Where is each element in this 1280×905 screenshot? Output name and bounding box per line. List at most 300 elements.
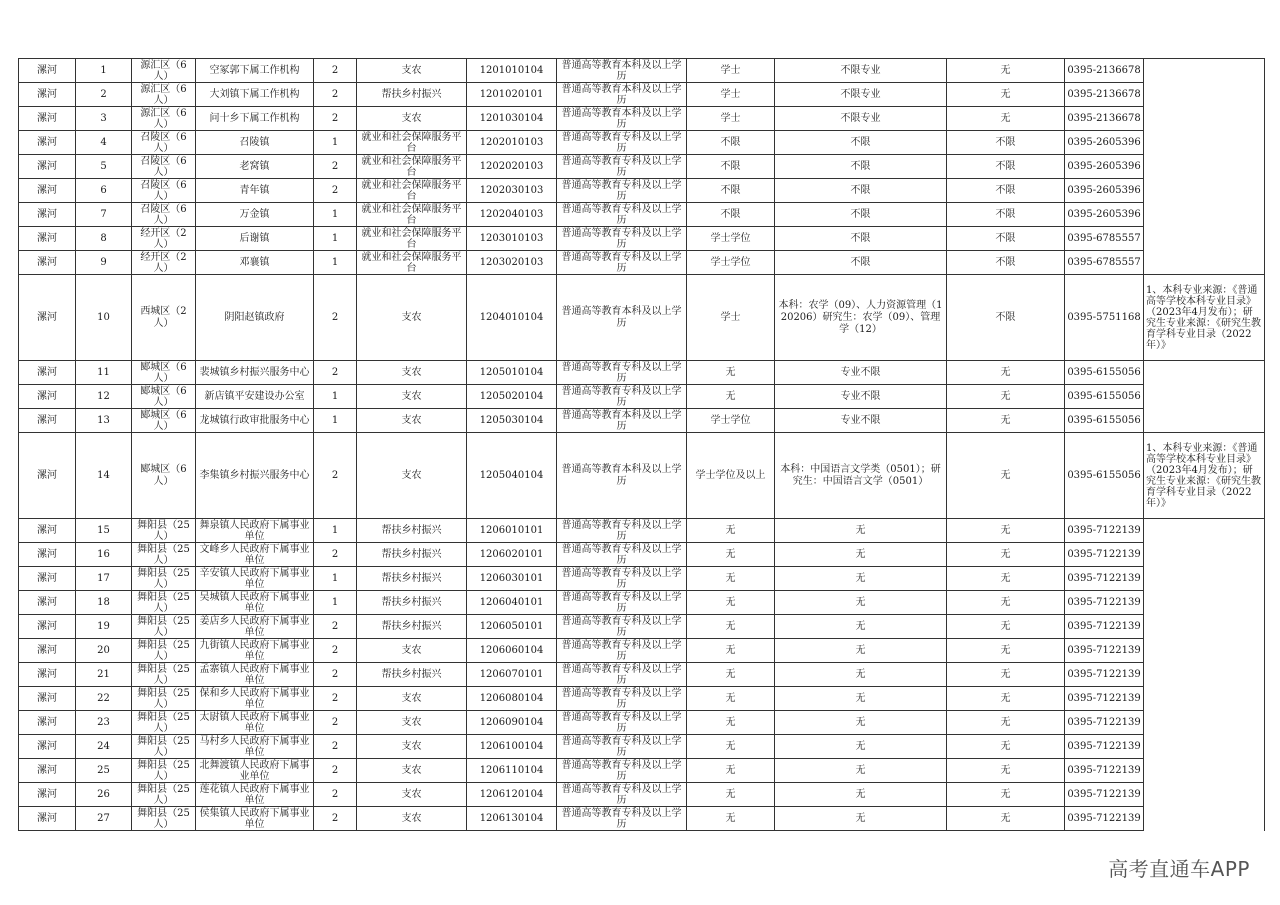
cell-education: 普通高等教育专科及以上学历	[557, 361, 687, 385]
cell-city: 漯河	[19, 663, 76, 687]
note-cell: 1、本科专业来源：《普通高等学校本科专业目录》（2023年4月发布）；研究生专业来源：《研究生教育学科专业目录（2022年）》	[1144, 275, 1265, 361]
cell-no: 15	[76, 519, 132, 543]
empty-note-cell	[1144, 107, 1265, 131]
cell-code: 1205020104	[467, 385, 557, 409]
empty-note-cell	[1144, 59, 1265, 83]
cell-unit: 空冢郭下属工作机构	[196, 59, 314, 83]
cell-count: 2	[314, 615, 357, 639]
cell-city: 漯河	[19, 275, 76, 361]
cell-major: 无	[775, 519, 947, 543]
cell-other: 不限	[947, 179, 1065, 203]
cell-phone: 0395-2136678	[1065, 59, 1144, 83]
cell-other: 无	[947, 433, 1065, 519]
cell-unit: 莲花镇人民政府下属事业单位	[196, 783, 314, 807]
cell-other: 无	[947, 807, 1065, 831]
cell-major: 不限专业	[775, 107, 947, 131]
cell-phone: 0395-7122139	[1065, 639, 1144, 663]
empty-note-cell	[1144, 131, 1265, 155]
cell-district: 郾城区（6人）	[132, 385, 196, 409]
empty-note-cell	[1144, 361, 1265, 385]
table-row	[19, 275, 1265, 361]
empty-note-cell	[1144, 203, 1265, 227]
cell-unit: 青年镇	[196, 179, 314, 203]
cell-other: 无	[947, 783, 1065, 807]
cell-education: 普通高等教育专科及以上学历	[557, 543, 687, 567]
cell-code: 1201030104	[467, 107, 557, 131]
cell-no: 13	[76, 409, 132, 433]
cell-education: 普通高等教育专科及以上学历	[557, 179, 687, 203]
cell-education: 普通高等教育专科及以上学历	[557, 155, 687, 179]
cell-phone: 0395-2605396	[1065, 155, 1144, 179]
cell-no: 7	[76, 203, 132, 227]
cell-city: 漯河	[19, 759, 76, 783]
cell-position: 帮扶乡村振兴	[357, 663, 467, 687]
cell-major: 无	[775, 687, 947, 711]
cell-code: 1202020103	[467, 155, 557, 179]
cell-other: 无	[947, 59, 1065, 83]
cell-degree: 学士学位及以上	[687, 433, 775, 519]
cell-city: 漯河	[19, 807, 76, 831]
empty-note-cell	[1144, 663, 1265, 687]
cell-city: 漯河	[19, 251, 76, 275]
cell-unit: 保和乡人民政府下属事业单位	[196, 687, 314, 711]
cell-major: 无	[775, 543, 947, 567]
cell-code: 1203020103	[467, 251, 557, 275]
cell-phone: 0395-6155056	[1065, 409, 1144, 433]
empty-note-cell	[1144, 807, 1265, 831]
cell-count: 2	[314, 179, 357, 203]
cell-district: 召陵区（6人）	[132, 203, 196, 227]
cell-city: 漯河	[19, 59, 76, 83]
cell-education: 普通高等教育本科及以上学历	[557, 107, 687, 131]
cell-code: 1205030104	[467, 409, 557, 433]
cell-position: 帮扶乡村振兴	[357, 83, 467, 107]
cell-district: 舞阳县（25人）	[132, 783, 196, 807]
cell-count: 2	[314, 807, 357, 831]
cell-degree: 无	[687, 759, 775, 783]
cell-city: 漯河	[19, 567, 76, 591]
cell-code: 1206090104	[467, 711, 557, 735]
table-row	[19, 687, 1265, 711]
cell-major: 无	[775, 711, 947, 735]
cell-no: 8	[76, 227, 132, 251]
cell-degree: 学士	[687, 83, 775, 107]
cell-city: 漯河	[19, 711, 76, 735]
cell-degree: 学士	[687, 275, 775, 361]
cell-unit: 万金镇	[196, 203, 314, 227]
cell-major: 无	[775, 663, 947, 687]
cell-count: 2	[314, 759, 357, 783]
cell-other: 无	[947, 615, 1065, 639]
cell-major: 无	[775, 759, 947, 783]
cell-code: 1202030103	[467, 179, 557, 203]
cell-education: 普通高等教育本科及以上学历	[557, 59, 687, 83]
cell-district: 舞阳县（25人）	[132, 807, 196, 831]
cell-count: 1	[314, 567, 357, 591]
cell-position: 支农	[357, 687, 467, 711]
cell-degree: 无	[687, 735, 775, 759]
cell-phone: 0395-6785557	[1065, 227, 1144, 251]
cell-unit: 召陵镇	[196, 131, 314, 155]
cell-unit: 邓襄镇	[196, 251, 314, 275]
cell-phone: 0395-7122139	[1065, 783, 1144, 807]
table-row	[19, 615, 1265, 639]
cell-count: 2	[314, 639, 357, 663]
table-row	[19, 203, 1265, 227]
cell-city: 漯河	[19, 385, 76, 409]
table-row	[19, 663, 1265, 687]
empty-note-cell	[1144, 735, 1265, 759]
cell-education: 普通高等教育专科及以上学历	[557, 385, 687, 409]
empty-note-cell	[1144, 615, 1265, 639]
empty-note-cell	[1144, 179, 1265, 203]
cell-other: 无	[947, 543, 1065, 567]
cell-position: 支农	[357, 385, 467, 409]
cell-position: 支农	[357, 361, 467, 385]
cell-degree: 无	[687, 663, 775, 687]
cell-no: 23	[76, 711, 132, 735]
cell-code: 1206070101	[467, 663, 557, 687]
cell-position: 帮扶乡村振兴	[357, 543, 467, 567]
cell-code: 1206110104	[467, 759, 557, 783]
cell-district: 舞阳县（25人）	[132, 591, 196, 615]
cell-education: 普通高等教育专科及以上学历	[557, 759, 687, 783]
cell-degree: 不限	[687, 203, 775, 227]
cell-degree: 学士学位	[687, 227, 775, 251]
cell-position: 就业和社会保障服务平台	[357, 131, 467, 155]
cell-unit: 舞泉镇人民政府下属事业单位	[196, 519, 314, 543]
cell-city: 漯河	[19, 591, 76, 615]
cell-position: 支农	[357, 759, 467, 783]
cell-unit: 李集镇乡村振兴服务中心	[196, 433, 314, 519]
cell-major: 不限专业	[775, 59, 947, 83]
cell-code: 1206120104	[467, 783, 557, 807]
cell-phone: 0395-7122139	[1065, 735, 1144, 759]
cell-major: 不限	[775, 179, 947, 203]
cell-education: 普通高等教育专科及以上学历	[557, 567, 687, 591]
cell-education: 普通高等教育专科及以上学历	[557, 711, 687, 735]
empty-note-cell	[1144, 687, 1265, 711]
table-row	[19, 759, 1265, 783]
cell-district: 舞阳县（25人）	[132, 639, 196, 663]
cell-district: 舞阳县（25人）	[132, 735, 196, 759]
cell-major: 本科：农学（09）、人力资源管理（120206）研究生：农学（09）、管理学（12）	[775, 275, 947, 361]
cell-no: 3	[76, 107, 132, 131]
cell-no: 6	[76, 179, 132, 203]
cell-district: 舞阳县（25人）	[132, 663, 196, 687]
cell-count: 1	[314, 131, 357, 155]
cell-degree: 不限	[687, 131, 775, 155]
cell-other: 不限	[947, 251, 1065, 275]
cell-degree: 无	[687, 361, 775, 385]
cell-code: 1204010104	[467, 275, 557, 361]
cell-degree: 无	[687, 519, 775, 543]
cell-other: 不限	[947, 131, 1065, 155]
cell-degree: 无	[687, 807, 775, 831]
cell-unit: 问十乡下属工作机构	[196, 107, 314, 131]
cell-code: 1202040103	[467, 203, 557, 227]
table-row	[19, 409, 1265, 433]
cell-education: 普通高等教育专科及以上学历	[557, 519, 687, 543]
cell-degree: 学士	[687, 59, 775, 83]
cell-city: 漯河	[19, 131, 76, 155]
cell-position: 就业和社会保障服务平台	[357, 203, 467, 227]
cell-position: 支农	[357, 807, 467, 831]
empty-note-cell	[1144, 409, 1265, 433]
cell-other: 无	[947, 567, 1065, 591]
cell-city: 漯河	[19, 361, 76, 385]
cell-major: 不限	[775, 155, 947, 179]
cell-position: 支农	[357, 59, 467, 83]
cell-other: 无	[947, 687, 1065, 711]
cell-no: 2	[76, 83, 132, 107]
cell-district: 舞阳县（25人）	[132, 759, 196, 783]
cell-degree: 无	[687, 567, 775, 591]
empty-note-cell	[1144, 711, 1265, 735]
cell-unit: 北舞渡镇人民政府下属事业单位	[196, 759, 314, 783]
cell-education: 普通高等教育本科及以上学历	[557, 409, 687, 433]
cell-phone: 0395-2605396	[1065, 179, 1144, 203]
cell-city: 漯河	[19, 519, 76, 543]
cell-other: 不限	[947, 275, 1065, 361]
cell-unit: 裴城镇乡村振兴服务中心	[196, 361, 314, 385]
cell-major: 不限	[775, 251, 947, 275]
cell-education: 普通高等教育专科及以上学历	[557, 251, 687, 275]
cell-position: 支农	[357, 107, 467, 131]
cell-position: 帮扶乡村振兴	[357, 591, 467, 615]
table-row	[19, 155, 1265, 179]
cell-phone: 0395-6155056	[1065, 433, 1144, 519]
cell-education: 普通高等教育本科及以上学历	[557, 83, 687, 107]
watermark: 高考直通车APP	[1108, 857, 1250, 881]
empty-note-cell	[1144, 567, 1265, 591]
cell-city: 漯河	[19, 433, 76, 519]
cell-district: 舞阳县（25人）	[132, 519, 196, 543]
cell-code: 1206020101	[467, 543, 557, 567]
cell-count: 2	[314, 711, 357, 735]
cell-no: 9	[76, 251, 132, 275]
cell-district: 召陵区（6人）	[132, 131, 196, 155]
cell-count: 1	[314, 591, 357, 615]
empty-note-cell	[1144, 155, 1265, 179]
cell-code: 1206030101	[467, 567, 557, 591]
cell-count: 2	[314, 783, 357, 807]
cell-other: 无	[947, 409, 1065, 433]
cell-degree: 无	[687, 591, 775, 615]
cell-code: 1205010104	[467, 361, 557, 385]
cell-position: 支农	[357, 783, 467, 807]
cell-other: 无	[947, 107, 1065, 131]
cell-phone: 0395-2136678	[1065, 83, 1144, 107]
cell-phone: 0395-7122139	[1065, 759, 1144, 783]
table-row	[19, 59, 1265, 83]
cell-code: 1206080104	[467, 687, 557, 711]
cell-other: 无	[947, 711, 1065, 735]
cell-other: 无	[947, 361, 1065, 385]
cell-unit: 老窝镇	[196, 155, 314, 179]
cell-no: 1	[76, 59, 132, 83]
cell-count: 1	[314, 519, 357, 543]
cell-district: 舞阳县（25人）	[132, 543, 196, 567]
cell-phone: 0395-7122139	[1065, 615, 1144, 639]
cell-degree: 无	[687, 639, 775, 663]
cell-education: 普通高等教育本科及以上学历	[557, 275, 687, 361]
cell-unit: 文峰乡人民政府下属事业单位	[196, 543, 314, 567]
cell-city: 漯河	[19, 155, 76, 179]
cell-count: 1	[314, 385, 357, 409]
cell-district: 舞阳县（25人）	[132, 711, 196, 735]
table-row	[19, 543, 1265, 567]
cell-position: 就业和社会保障服务平台	[357, 179, 467, 203]
table-row	[19, 227, 1265, 251]
cell-district: 郾城区（6人）	[132, 409, 196, 433]
cell-no: 11	[76, 361, 132, 385]
empty-note-cell	[1144, 251, 1265, 275]
cell-code: 1206050101	[467, 615, 557, 639]
table-row	[19, 639, 1265, 663]
cell-no: 21	[76, 663, 132, 687]
cell-code: 1206100104	[467, 735, 557, 759]
cell-phone: 0395-5751168	[1065, 275, 1144, 361]
cell-position: 支农	[357, 735, 467, 759]
cell-phone: 0395-6785557	[1065, 251, 1144, 275]
cell-degree: 无	[687, 543, 775, 567]
cell-district: 召陵区（6人）	[132, 155, 196, 179]
cell-education: 普通高等教育本科及以上学历	[557, 433, 687, 519]
cell-unit: 辛安镇人民政府下属事业单位	[196, 567, 314, 591]
cell-code: 1206040101	[467, 591, 557, 615]
cell-major: 不限	[775, 227, 947, 251]
table-row	[19, 131, 1265, 155]
cell-city: 漯河	[19, 687, 76, 711]
cell-other: 不限	[947, 203, 1065, 227]
cell-count: 2	[314, 83, 357, 107]
table-row	[19, 783, 1265, 807]
cell-phone: 0395-7122139	[1065, 711, 1144, 735]
cell-unit: 马村乡人民政府下属事业单位	[196, 735, 314, 759]
cell-degree: 不限	[687, 155, 775, 179]
empty-note-cell	[1144, 83, 1265, 107]
cell-city: 漯河	[19, 735, 76, 759]
cell-major: 无	[775, 591, 947, 615]
cell-code: 1201010104	[467, 59, 557, 83]
cell-phone: 0395-7122139	[1065, 567, 1144, 591]
cell-education: 普通高等教育专科及以上学历	[557, 687, 687, 711]
cell-phone: 0395-7122139	[1065, 591, 1144, 615]
cell-other: 无	[947, 735, 1065, 759]
cell-city: 漯河	[19, 615, 76, 639]
cell-count: 2	[314, 433, 357, 519]
note-cell: 1、本科专业来源：《普通高等学校本科专业目录》（2023年4月发布）；研究生专业来源：《研究生教育学科专业目录（2022年）》	[1144, 433, 1265, 519]
cell-phone: 0395-7122139	[1065, 519, 1144, 543]
cell-major: 专业不限	[775, 409, 947, 433]
cell-degree: 学士	[687, 107, 775, 131]
cell-no: 22	[76, 687, 132, 711]
cell-count: 2	[314, 275, 357, 361]
cell-position: 支农	[357, 433, 467, 519]
cell-major: 无	[775, 807, 947, 831]
cell-major: 本科：中国语言文学类（0501）；研究生：中国语言文学（0501）	[775, 433, 947, 519]
cell-no: 18	[76, 591, 132, 615]
cell-degree: 无	[687, 711, 775, 735]
cell-no: 5	[76, 155, 132, 179]
cell-other: 无	[947, 83, 1065, 107]
cell-major: 无	[775, 783, 947, 807]
cell-no: 27	[76, 807, 132, 831]
cell-major: 不限专业	[775, 83, 947, 107]
cell-district: 源汇区（6人）	[132, 107, 196, 131]
cell-count: 1	[314, 251, 357, 275]
cell-count: 2	[314, 59, 357, 83]
cell-district: 郾城区（6人）	[132, 361, 196, 385]
cell-unit: 吴城镇人民政府下属事业单位	[196, 591, 314, 615]
cell-district: 舞阳县（25人）	[132, 615, 196, 639]
cell-district: 源汇区（6人）	[132, 59, 196, 83]
cell-phone: 0395-2605396	[1065, 203, 1144, 227]
cell-count: 1	[314, 409, 357, 433]
cell-position: 支农	[357, 711, 467, 735]
table-row	[19, 735, 1265, 759]
cell-position: 就业和社会保障服务平台	[357, 251, 467, 275]
cell-education: 普通高等教育专科及以上学历	[557, 591, 687, 615]
cell-major: 不限	[775, 203, 947, 227]
cell-city: 漯河	[19, 83, 76, 107]
cell-education: 普通高等教育专科及以上学历	[557, 203, 687, 227]
cell-position: 帮扶乡村振兴	[357, 519, 467, 543]
empty-note-cell	[1144, 385, 1265, 409]
cell-code: 1203010103	[467, 227, 557, 251]
cell-other: 不限	[947, 155, 1065, 179]
cell-phone: 0395-2136678	[1065, 107, 1144, 131]
cell-unit: 龙城镇行政审批服务中心	[196, 409, 314, 433]
cell-count: 2	[314, 735, 357, 759]
cell-education: 普通高等教育专科及以上学历	[557, 639, 687, 663]
cell-other: 无	[947, 519, 1065, 543]
cell-unit: 大刘镇下属工作机构	[196, 83, 314, 107]
cell-education: 普通高等教育专科及以上学历	[557, 807, 687, 831]
cell-education: 普通高等教育专科及以上学历	[557, 663, 687, 687]
cell-major: 无	[775, 735, 947, 759]
cell-other: 无	[947, 639, 1065, 663]
cell-education: 普通高等教育专科及以上学历	[557, 783, 687, 807]
cell-no: 12	[76, 385, 132, 409]
cell-major: 无	[775, 639, 947, 663]
cell-position: 支农	[357, 639, 467, 663]
cell-education: 普通高等教育专科及以上学历	[557, 735, 687, 759]
cell-education: 普通高等教育专科及以上学历	[557, 227, 687, 251]
cell-unit: 后谢镇	[196, 227, 314, 251]
cell-count: 2	[314, 107, 357, 131]
table-row	[19, 83, 1265, 107]
table-row	[19, 179, 1265, 203]
cell-position: 帮扶乡村振兴	[357, 615, 467, 639]
cell-position: 就业和社会保障服务平台	[357, 227, 467, 251]
empty-note-cell	[1144, 783, 1265, 807]
cell-position: 支农	[357, 409, 467, 433]
cell-no: 19	[76, 615, 132, 639]
cell-unit: 侯集镇人民政府下属事业单位	[196, 807, 314, 831]
cell-code: 1202010103	[467, 131, 557, 155]
empty-note-cell	[1144, 543, 1265, 567]
cell-unit: 阴阳赵镇政府	[196, 275, 314, 361]
cell-count: 1	[314, 203, 357, 227]
cell-degree: 无	[687, 687, 775, 711]
cell-district: 舞阳县（25人）	[132, 687, 196, 711]
cell-district: 西城区（2人）	[132, 275, 196, 361]
table-row	[19, 361, 1265, 385]
cell-unit: 九街镇人民政府下属事业单位	[196, 639, 314, 663]
cell-no: 4	[76, 131, 132, 155]
